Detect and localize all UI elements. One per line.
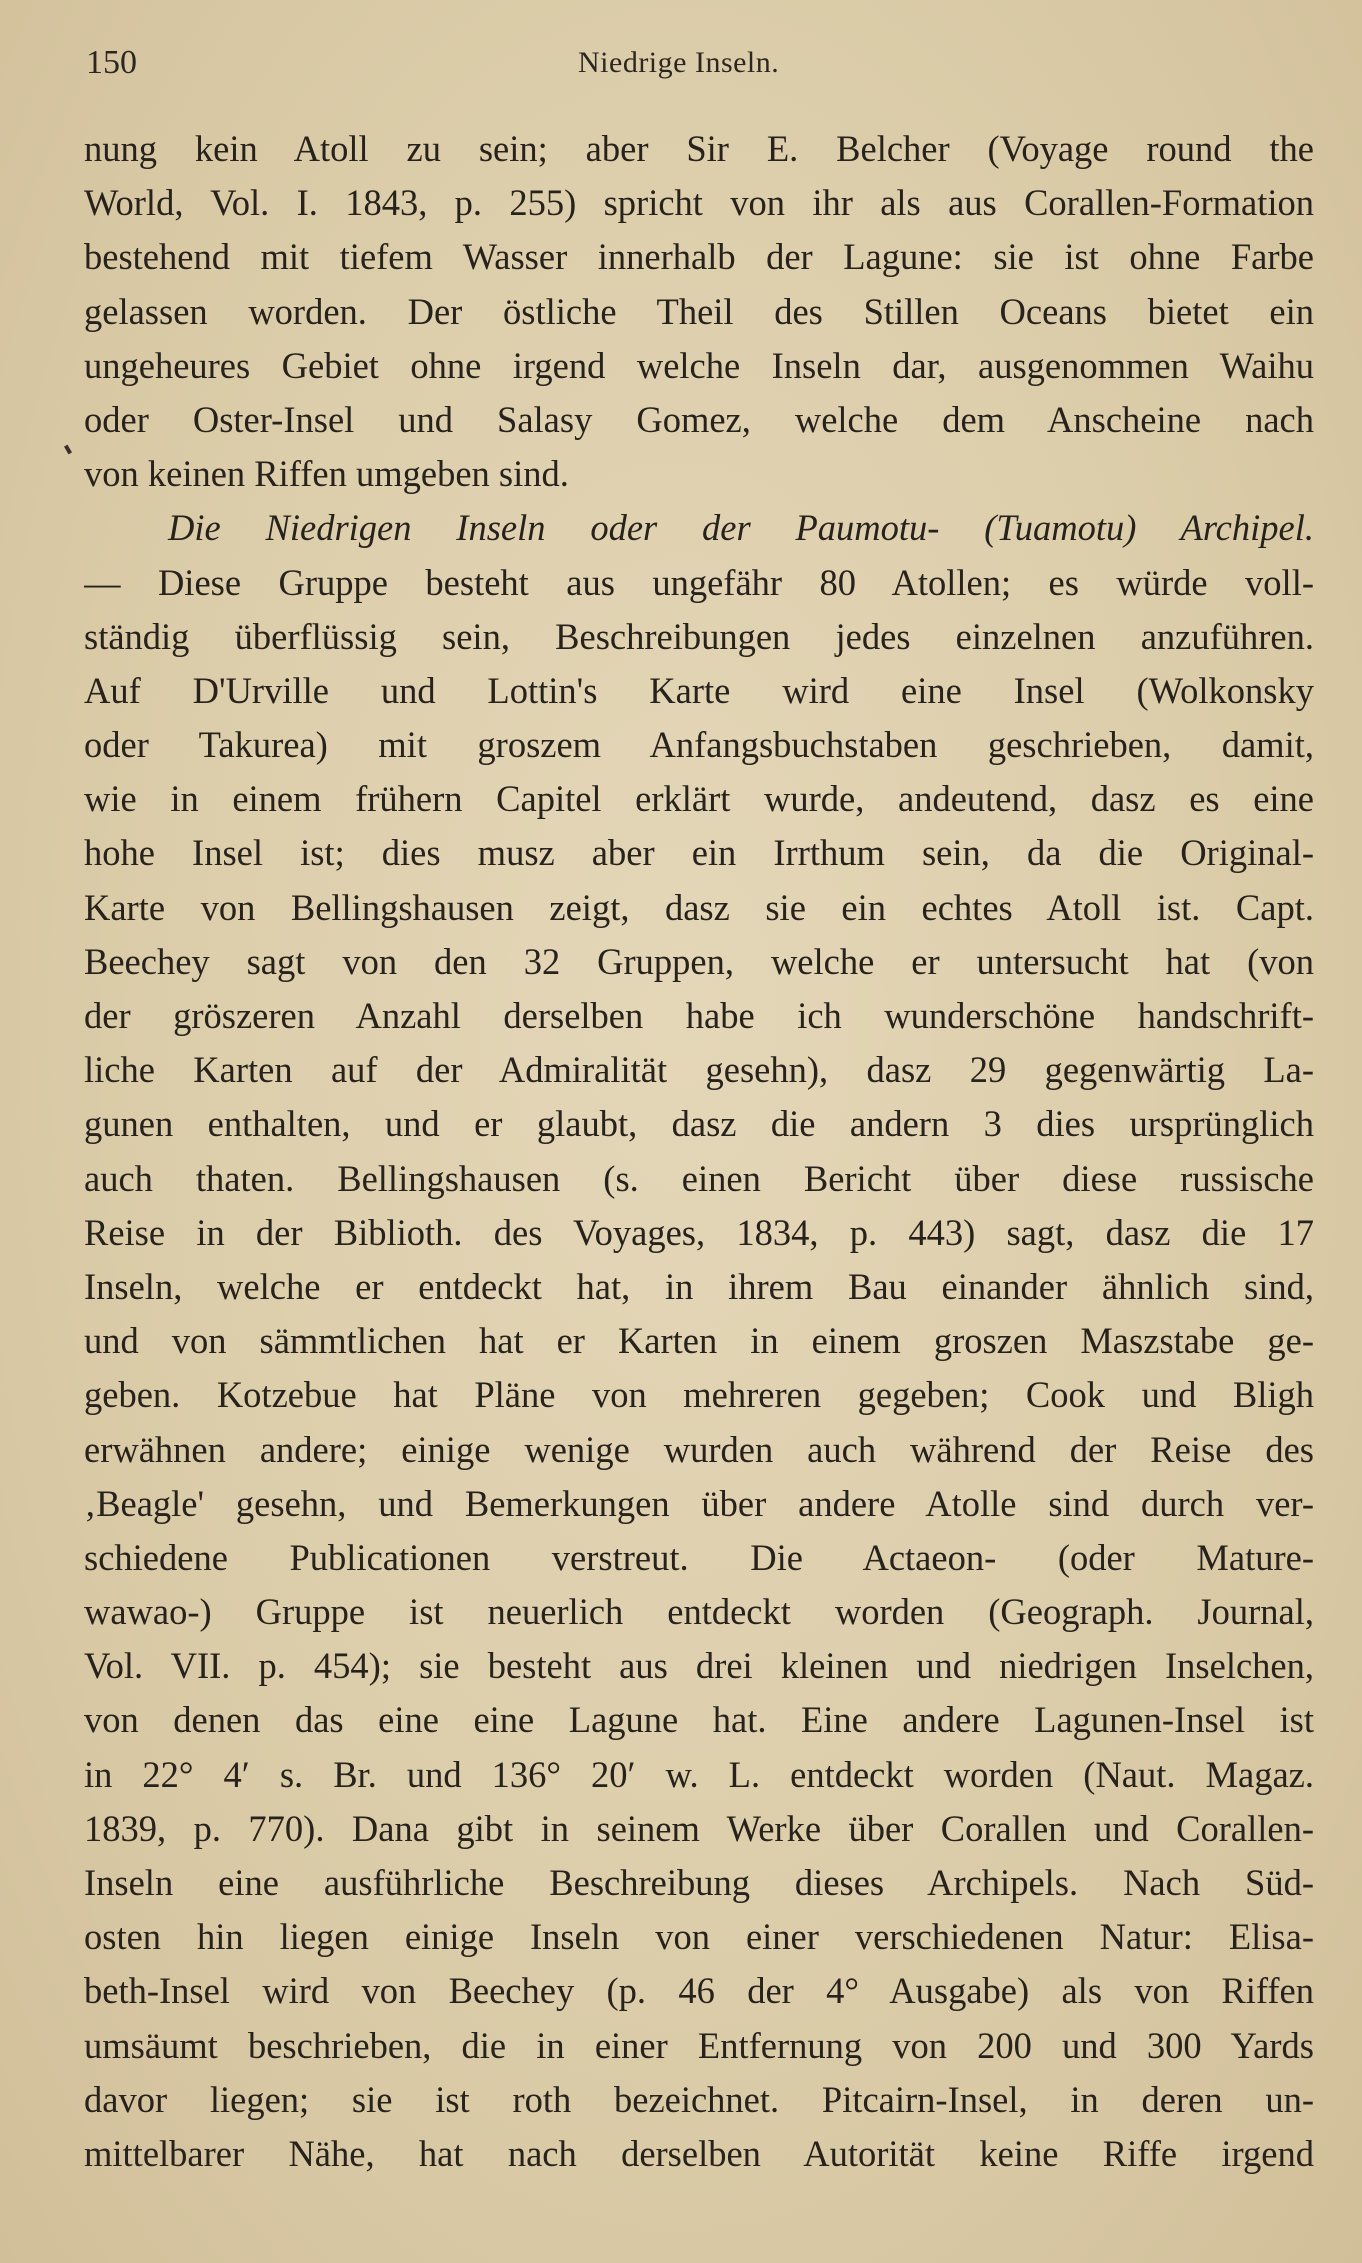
text-line: von denen das eine eine Lagune hat. Eine andere Lagunen-Insel ist (84, 1699, 1314, 1741)
text-line: liche Karten auf der Admiralität gesehn), dasz 29 gegenwärtig La- (84, 1049, 1314, 1091)
text-line: — Diese Gruppe besteht aus ungefähr 80 Atollen; es würde voll- (84, 561, 1314, 603)
text-line: nung kein Atoll zu sein; aber Sir E. Belcher (Voyage round the (84, 128, 1314, 169)
text-line: schiedene Publicationen verstreut. Die Actaeon- (oder Mature- (84, 1536, 1314, 1578)
text-line: 1839, p. 770). Dana gibt in seinem Werke über Corallen und Corallen- (84, 1807, 1314, 1849)
text-line: davor liegen; sie ist roth bezeichnet. Pitcairn-Insel, in deren un- (84, 2078, 1314, 2120)
text-line: gunen enthalten, und er glaubt, dasz die andern 3 dies ursprünglich (84, 1103, 1314, 1145)
ink-mark (64, 445, 72, 455)
page-header (86, 44, 1314, 84)
text-line: auch thaten. Bellingshausen (s. einen Bericht über diese russische (84, 1157, 1314, 1199)
text-line: geben. Kotzebue hat Pläne von mehreren gegeben; Cook und Bligh (84, 1374, 1314, 1416)
text-line: ständig überflüssig sein, Beschreibungen jedes einzelnen anzuführen. (84, 615, 1314, 657)
text-line: erwähnen andere; einige wenige wurden auch während der Reise des (84, 1428, 1314, 1470)
text-line: World, Vol. I. 1843, p. 255) spricht von ihr als aus Corallen-Formation (84, 182, 1314, 224)
text-line: Beechey sagt von den 32 Gruppen, welche er untersucht hat (von (84, 940, 1314, 982)
text-line: wie in einem frühern Capitel erklärt wurde, andeutend, dasz es eine (84, 778, 1314, 820)
text-line: in 22° 4′ s. Br. und 136° 20′ w. L. entdeckt worden (Naut. Magaz. (84, 1753, 1314, 1795)
section-heading-line: Die Niedrigen Inseln oder der Paumotu- (Tuamotu) Archipel. (168, 507, 1314, 549)
text-line: oder Oster-Insel und Salasy Gomez, welche dem Anscheine nach (84, 398, 1314, 440)
text-line: gelassen worden. Der östliche Theil des Stillen Oceans bietet ein (84, 290, 1314, 332)
text-line: osten hin liegen einige Inseln von einer verschiedenen Natur: Elisa- (84, 1916, 1314, 1958)
text-line: Reise in der Biblioth. des Voyages, 1834, p. 443) sagt, dasz die 17 (84, 1211, 1314, 1253)
text-line: hohe Insel ist; dies musz aber ein Irrthum sein, da die Original- (84, 832, 1314, 874)
text-line: wawao-) Gruppe ist neuerlich entdeckt worden (Geograph. Journal, (84, 1591, 1314, 1633)
page-number: 150 (86, 44, 137, 81)
text-line: der gröszeren Anzahl derselben habe ich wunderschöne handschrift- (84, 995, 1314, 1036)
text-line: Inseln eine ausführliche Beschreibung dieses Archipels. Nach Süd- (84, 1862, 1314, 1903)
text-line: und von sämmtlichen hat er Karten in einem groszen Maszstabe ge- (84, 1320, 1314, 1362)
text-line: Vol. VII. p. 454); sie besteht aus drei kleinen und niedrigen Inselchen, (84, 1645, 1314, 1687)
text-line: ungeheures Gebiet ohne irgend welche Inseln dar, ausgenommen Waihu (84, 344, 1314, 386)
running-head: Niedrige Inseln. (578, 46, 780, 79)
text-line: beth-Insel wird von Beechey (p. 46 der 4° Ausgabe) als von Riffen (84, 1970, 1314, 2012)
body-text (84, 122, 1314, 2181)
text-line: oder Takurea) mit groszem Anfangsbuchstaben geschrieben, damit, (84, 724, 1314, 766)
text-line: umsäumt beschrieben, die in einer Entfernung von 200 und 300 Yards (84, 2024, 1314, 2066)
text-line: ‚Beagle' gesehn, und Bemerkungen über andere Atolle sind durch ver- (84, 1482, 1314, 1524)
text-line: bestehend mit tiefem Wasser innerhalb der Lagune: sie ist ohne Farbe (84, 236, 1314, 278)
text-line: mittelbarer Nähe, hat nach derselben Autorität keine Riffe irgend (84, 2132, 1314, 2174)
text-line: Inseln, welche er entdeckt hat, in ihrem Bau einander ähnlich sind, (84, 1265, 1314, 1307)
text-line: Karte von Bellingshausen zeigt, dasz sie ein echtes Atoll ist. Capt. (84, 886, 1314, 928)
text-line: von keinen Riffen umgeben sind. (84, 453, 569, 495)
text-line: Auf D'Urville und Lottin's Karte wird eine Insel (Wolkonsky (84, 669, 1314, 711)
